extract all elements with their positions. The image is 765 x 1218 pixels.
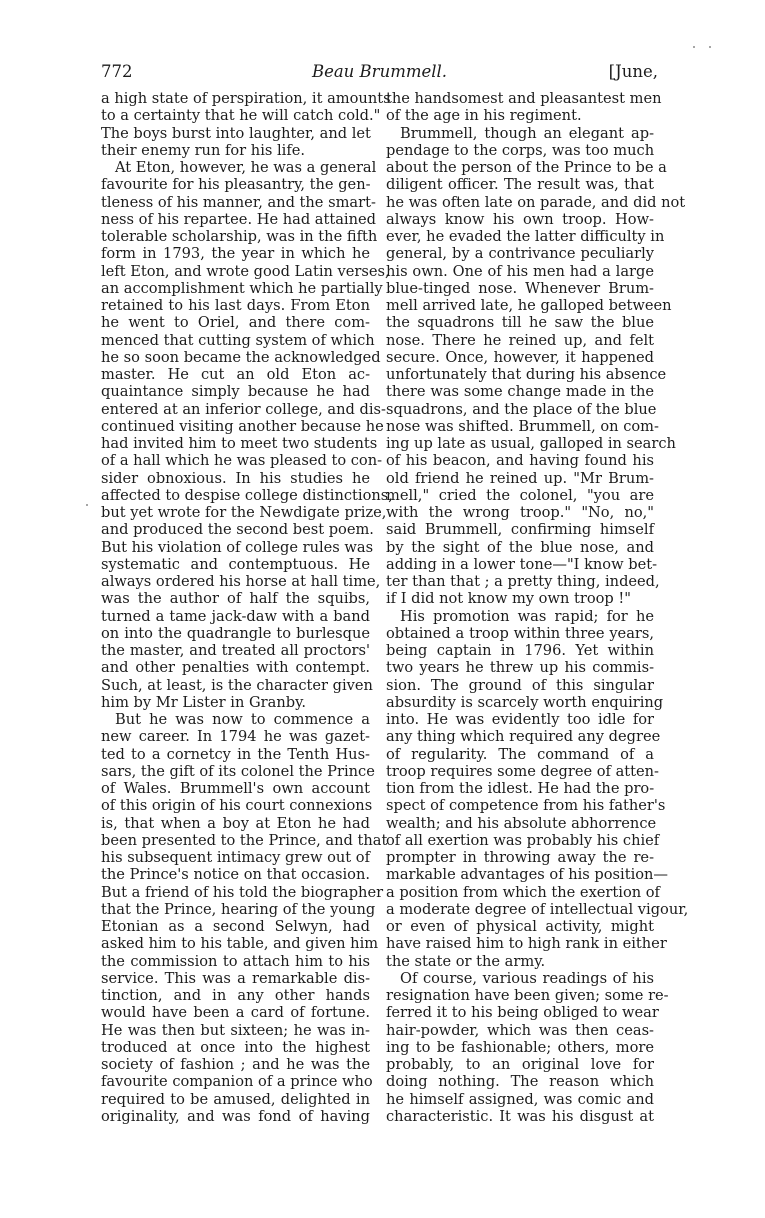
text-line: tion from the idlest. He had the pro-: [386, 780, 655, 797]
text-line: to a certainty that he will catch cold.": [101, 107, 381, 125]
text-line: affected to despise college distinctions,: [101, 486, 393, 504]
text-line: the master, and treated all proctors': [101, 642, 370, 659]
page-header: [101, 62, 658, 84]
text-line: left Eton, and wrote good Latin verses,: [101, 262, 390, 280]
text-line: His promotion was rapid; for he: [400, 607, 654, 625]
text-line: systematic and contemptuous. He: [101, 555, 370, 573]
text-line: But his violation of college rules was: [101, 538, 374, 556]
right-column: [386, 90, 689, 1125]
text-line: pendage to the corps, was too much: [386, 141, 655, 159]
text-line: with the wrong troop." "No, no,": [386, 504, 654, 521]
text-line: sars, the gift of its colonel the Prince: [101, 762, 375, 780]
text-line: was the author of half the squibs,: [101, 590, 370, 608]
text-line: prompter in throwing away the re-: [386, 849, 654, 866]
text-line: Such, at least, is the character given: [101, 676, 373, 694]
text-line: characteristic. It was his disgust at: [386, 1107, 654, 1125]
text-line: troduced at once into the highest: [101, 1038, 370, 1056]
text-line: probably, to an original love for: [386, 1056, 654, 1073]
text-line: that the Prince, hearing of the young: [101, 900, 376, 918]
text-line: their enemy run for his life.: [101, 141, 305, 159]
text-line: always know his own troop. How-: [386, 210, 654, 228]
text-line: him by Mr Lister in Granby.: [101, 693, 307, 711]
text-line: blue-tinged nose. Whenever Brum-: [386, 279, 654, 297]
scan-speck: [86, 504, 88, 506]
text-line: absurdity is scarcely worth enquiring: [386, 693, 664, 711]
text-line: into. He was evidently too idle for: [386, 711, 654, 728]
text-line: Etonian as a second Selwyn, had: [101, 918, 370, 935]
text-line: a position from which the exertion of: [386, 883, 660, 901]
text-line: new career. In 1794 he was gazet-: [101, 728, 370, 746]
text-line: obtained a troop within three years,: [386, 624, 654, 642]
text-line: tleness of his manner, and the smart-: [101, 193, 376, 211]
running-title: Beau Brummell.: [311, 62, 448, 81]
text-line: nose. There he reined up, and felt: [386, 331, 654, 349]
text-line: of a hall which he was pleased to con-: [101, 452, 383, 470]
text-line: he was often late on parade, and did not: [386, 193, 686, 211]
text-line: Of course, various readings of his: [400, 969, 654, 987]
page-number: 772: [101, 62, 133, 81]
text-line: of regularity. The command of a: [386, 745, 654, 763]
text-line: the squadrons till he saw the blue: [386, 314, 654, 332]
text-line: he himself assigned, was comic and: [386, 1090, 654, 1108]
text-line: of all exertion was probably his chief: [386, 831, 660, 849]
text-line: society of fashion ; and he was the: [101, 1056, 370, 1073]
text-line: a moderate degree of intellectual vigour,: [386, 900, 689, 918]
text-line: nose was shifted. Brummell, on com-: [386, 417, 659, 435]
text-line: an accomplishment which he partially: [101, 279, 383, 297]
text-line: always ordered his horse at hall time,: [101, 573, 381, 590]
text-line: continued visiting another because he: [101, 417, 384, 435]
text-line: the commission to attach him to his: [101, 952, 370, 970]
text-line: unfortunately that during his absence: [386, 366, 667, 383]
text-line: hair-powder, which was then ceas-: [386, 1021, 654, 1039]
text-line: resignation have been given; some re-: [386, 987, 669, 1004]
text-line: general, by a contrivance peculiarly: [386, 245, 654, 263]
text-line: ter than that ; a pretty thing, indeed,: [386, 573, 660, 590]
text-line: form in 1793, the year in which he: [101, 245, 370, 263]
text-line: and other penalties with contempt.: [101, 659, 370, 677]
text-line: wealth; and his absolute abhorrence: [386, 814, 657, 832]
text-line: required to be amused, delighted in: [101, 1090, 370, 1108]
text-line: of the age in his regiment.: [386, 107, 582, 125]
text-line: there was some change made in the: [386, 383, 654, 401]
text-line: markable advantages of his position—: [386, 866, 669, 884]
text-line: troop requires some degree of atten-: [386, 762, 659, 780]
text-line: tinction, and in any other hands: [101, 987, 370, 1004]
text-line: sion. The ground of this singular: [386, 676, 654, 694]
text-line: turned a tame jack-daw with a band: [101, 607, 370, 625]
text-line: At Eton, however, he was a general: [115, 159, 377, 176]
text-line: quaintance simply because he had: [101, 383, 370, 401]
text-line: the state or the army.: [386, 952, 546, 970]
text-line: entered at an inferior college, and dis-: [101, 400, 386, 418]
text-line: mell arrived late, he galloped between: [386, 297, 672, 314]
text-line: on into the quadrangle to burlesque: [101, 624, 370, 642]
text-line: spect of competence from his father's: [386, 797, 666, 815]
text-line: But a friend of his told the biographer: [101, 883, 384, 901]
text-line: the handsomest and pleasantest men: [386, 90, 662, 107]
text-line: by the sight of the blue nose, and: [386, 538, 654, 556]
text-line: The boys burst into laughter, and let: [101, 124, 371, 142]
text-line: menced that cutting system of which: [101, 331, 375, 349]
scan-speck: [693, 46, 695, 48]
text-line: mell," cried the colonel, "you are: [386, 486, 654, 504]
text-line: master. He cut an old Eton ac-: [101, 366, 370, 383]
text-line: ness of his repartee. He had attained: [101, 210, 376, 228]
text-line: He was then but sixteen; he was in-: [101, 1021, 370, 1039]
text-line: two years he threw up his commis-: [386, 659, 654, 677]
text-line: originality, and was fond of having: [101, 1107, 370, 1125]
text-line: being captain in 1796. Yet within: [386, 642, 654, 659]
text-line: But he was now to commence a: [115, 711, 370, 728]
text-line: squadrons, and the place of the blue: [386, 400, 657, 418]
text-line: old friend he reined up. "Mr Brum-: [386, 469, 654, 487]
text-line: but yet wrote for the Newdigate prize,: [101, 504, 387, 521]
text-line: said Brummell, confirming himself: [386, 521, 654, 539]
left-column: [101, 90, 393, 1125]
text-line: ferred it to his being obliged to wear: [386, 1004, 659, 1022]
text-line: is, that when a boy at Eton he had: [101, 814, 370, 832]
text-line: and produced the second best poem.: [101, 521, 374, 539]
text-line: of his beacon, and having found his: [386, 452, 654, 470]
text-line: his own. One of his men had a large: [386, 262, 654, 280]
text-line: a high state of perspiration, it amounts: [101, 90, 391, 107]
text-line: had invited him to meet two students: [101, 435, 378, 452]
text-line: adding in a lower tone—"I know bet-: [386, 555, 658, 573]
text-line: if I did not know my own troop !": [386, 590, 631, 608]
text-line: any thing which required any degree: [386, 728, 661, 746]
text-line: been presented to the Prince, and that: [101, 831, 388, 849]
issue-month: [June,: [608, 62, 658, 81]
text-line: Brummell, though an elegant ap-: [400, 124, 654, 142]
text-line: tolerable scholarship, was in the fifth: [101, 228, 378, 245]
text-line: ted to a cornetcy in the Tenth Hus-: [101, 745, 370, 763]
text-line: service. This was a remarkable dis-: [101, 969, 370, 987]
text-line: sider obnoxious. In his studies he: [101, 469, 370, 487]
text-line: the Prince's notice on that occasion.: [101, 866, 370, 884]
text-line: secure. Once, however, it happened: [386, 348, 654, 366]
text-line: or even of physical activity, might: [386, 918, 654, 935]
text-line: of Wales. Brummell's own account: [101, 780, 370, 797]
text-line: asked him to his table, and given him: [101, 935, 379, 953]
text-line: ing up late as usual, galloped in search: [386, 435, 676, 452]
text-line: diligent officer. The result was, that: [386, 176, 654, 194]
text-line: would have been a card of fortune.: [101, 1004, 370, 1022]
text-line: favourite for his pleasantry, the gen-: [101, 176, 371, 194]
text-line: favourite companion of a prince who: [101, 1073, 373, 1091]
text-line: his subsequent intimacy grew out of: [101, 849, 370, 866]
text-line: retained to his last days. From Eton: [101, 297, 370, 314]
text-line: ever, he evaded the latter difficulty in: [386, 228, 665, 245]
scan-speck: [709, 46, 711, 48]
text-line: ing to be fashionable; others, more: [386, 1038, 654, 1056]
text-line: he went to Oriel, and there com-: [101, 314, 370, 332]
text-line: have raised him to high rank in either: [386, 935, 667, 953]
text-line: he so soon became the acknowledged: [101, 348, 381, 366]
text-line: about the person of the Prince to be a: [386, 159, 667, 176]
text-line: of this origin of his court connexions: [101, 797, 373, 815]
text-line: doing nothing. The reason which: [386, 1073, 654, 1091]
